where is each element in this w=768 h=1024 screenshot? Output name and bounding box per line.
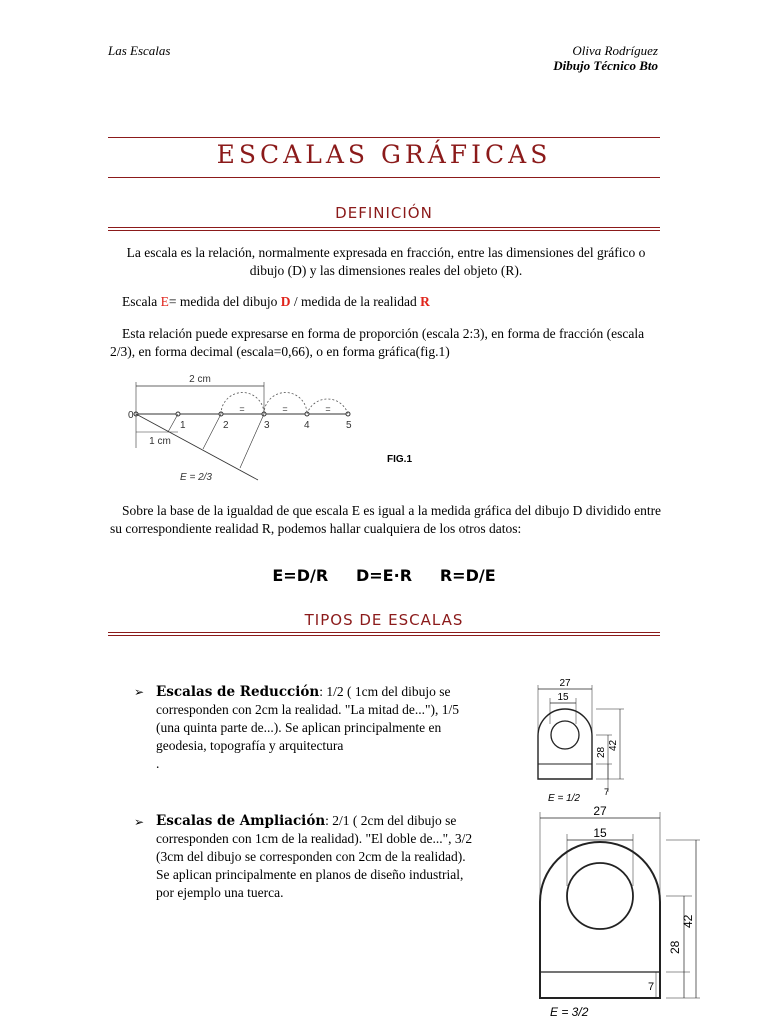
scale-label-small: E = 1/2 [548,793,580,804]
scale-mid2: / medida de la realidad [290,294,421,309]
bullet-arrow-icon: ➢ [134,685,145,699]
bullet-label-ampliacion: Escalas de Ampliación [156,813,326,829]
bullet-text: (una quinta parte de...). Se aplican principalmente en [156,720,442,735]
tick-3: 3 [264,420,270,431]
header-subject: Dibujo Técnico Bto [553,58,658,73]
dim-28-small: 28 [596,746,607,758]
tick-0: 0 [128,410,134,421]
equality-paragraph: Sobre la base de la igualdad de que escala E es igual a la medida gráfica del dibujo D dividido entre su correspondiente realidad R, podemos hallar cualquiera de los otros datos: [110,503,662,536]
eq-mark-1: = [239,404,245,414]
eq-mark-3: = [325,404,331,414]
drawing-enlargement [520,806,710,1022]
bullet-text: : 2/1 ( 2cm del dibujo se [325,813,457,828]
figure-graphic-scale [118,370,358,485]
figure-caption: FIG.1 [387,454,413,465]
bullet-text: corresponden con 1cm de la realidad). "El doble de...", 3/2 [156,831,473,846]
bullet-text: : 1/2 ( 1cm del dibujo se [319,684,451,699]
symbol-d: D [280,294,291,309]
scale-label-large: E = 3/2 [550,1005,589,1019]
bullet-arrow-icon: ➢ [134,815,145,829]
formulas: E=D/R D=E·R R=D/E [272,566,496,585]
title-rule-top [108,137,660,138]
drawing-reduction [524,676,636,806]
section-rule-1b [108,230,660,231]
bullet-text: geodesia, topografía y arquitectura [156,738,344,753]
scale-prefix: Escala [122,294,161,309]
label-scale-2-3: E = 2/3 [180,472,212,483]
dim-7-large: 7 [648,981,655,993]
header-author: Oliva Rodríguez [572,43,658,58]
tick-1: 1 [180,420,186,431]
section-rule-1a [108,227,660,228]
dim-42-small: 42 [608,739,619,751]
tick-2: 2 [223,420,229,431]
header-left: Las Escalas [108,43,171,58]
dim-15-large: 15 [593,826,607,840]
title-rule-bottom [108,177,660,178]
section-rule-2a [108,632,660,633]
bullet-text: Se aplican principalmente en planos de diseño industrial, [156,867,464,882]
label-1cm: 1 cm [149,436,171,447]
symbol-r: R [420,294,430,309]
label-2cm: 2 cm [189,374,211,385]
section-heading-definicion: DEFINICIÓN [335,204,433,222]
bullet-text: corresponden con 2cm la realidad. "La mitad de..."), 1/5 [156,702,460,717]
section-rule-2b [108,635,660,636]
bullet-ampliacion [156,812,516,902]
page-title: ESCALAS GRÁFICAS [216,140,552,169]
section-heading-tipos: TIPOS DE ESCALAS [304,611,464,629]
tick-4: 4 [304,420,310,431]
bullet-reduccion [156,683,516,773]
dim-27-small: 27 [559,678,571,689]
dim-42-large: 42 [681,914,695,928]
dim-15-small: 15 [557,692,569,703]
scale-definition-line [122,293,430,311]
dim-28-large: 28 [668,940,682,954]
tick-5: 5 [346,420,352,431]
definition-paragraph: La escala es la relación, normalmente expresada en fracción, entre las dimensiones del gráfico o dibujo (D) y las dimensiones reales del objeto (R). [126,245,646,278]
eq-mark-2: = [282,404,288,414]
symbol-e: E [160,294,169,309]
scale-mid: = medida del dibujo [168,294,281,309]
bullet-label-reduccion: Escalas de Reducción [156,684,320,700]
proportion-paragraph: Esta relación puede expresarse en forma de proporción (escala 2:3), en forma de fracción (escala 2/3), en forma decimal (escala=0,66), o en forma gráfica(fig.1) [110,326,645,359]
dim-7-small: 7 [604,787,610,797]
dim-27-large: 27 [593,806,607,818]
bullet-text: por ejemplo una tuerca. [156,885,284,900]
bullet-text: (3cm del dibujo se corresponden con 2cm de la realidad). [156,849,466,864]
bullet-text: . [156,756,160,771]
